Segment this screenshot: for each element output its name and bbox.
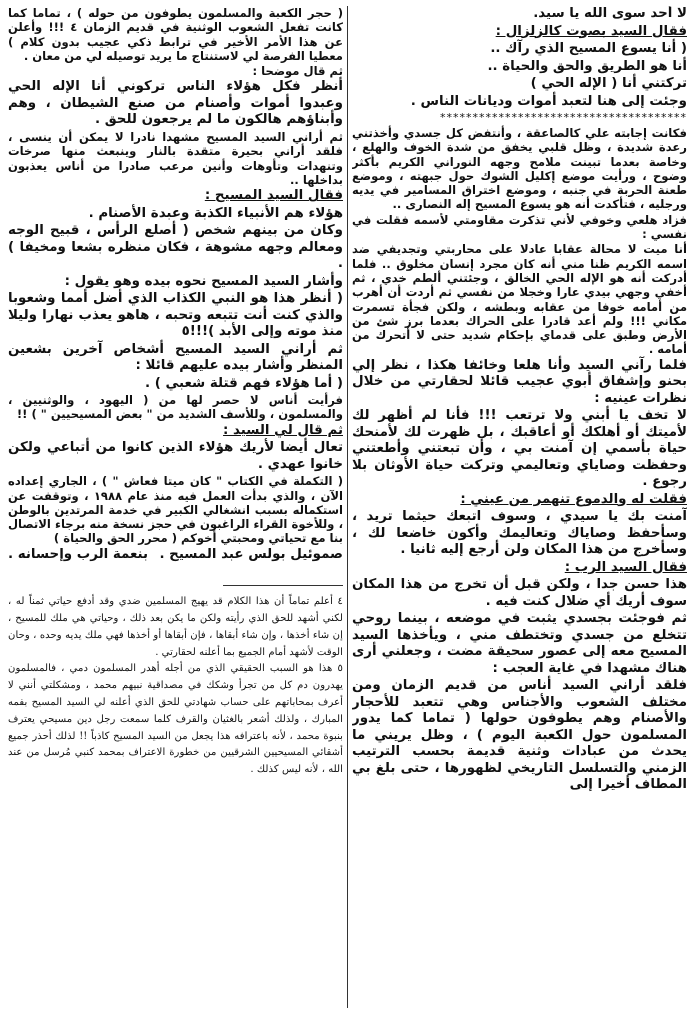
right-paragraph: تركتني أنا ( الإله الحي ) [530, 76, 687, 91]
left-paragraph: هؤلاء هم الأنبياء الكذبة وعبدة الأصنام . [88, 205, 343, 221]
left-paragraph: وكان من بينهم شخص ( أصلع الرأس ، قبيح الوجه ومعالم وجهه مشوهة ، فكان منظره بشعا ومخيفا ) . [8, 223, 343, 272]
right-paragraph: فقال السيد الرب : [564, 559, 687, 575]
right-paragraph: فقال السيد بصوت كالزلزال : [495, 23, 687, 39]
right-paragraph: وجئت إلى هنا لتعبد أموات وديانات الناس . [410, 93, 687, 109]
left-paragraph: ثم أراني السيد المسيح مشهدا نادرا لا يمكن أن ينسى ، فلقد أراني بحيرة متقدة بالنار وينبعث منها صرخات وتنهدات وتأوهات وأنين مرعب صادرا من أناس يعذبون بداخلها .. [8, 129, 343, 187]
right-paragraph: فزاد هلعي وخوفي لأني تذكرت مقاومتي لأسمه فقلت في نفسي : [352, 212, 687, 242]
right-paragraph: أنا ميت لا محالة عقابا عادلا على محاربتي وتجديفي ضد اسمه الكريم ظنا مني أنه كان مجرد إنسان مخلوق .. فلما أدركت أنه هو الإله الحي الخالق ، وجئتني ألطم خدي ، ثم أخفي وجهي بيدي عارا وخجلا من نفسي ثم أردت أن أهرب من أمامه خوفا من عقابه وبطشه ، ولكن فجأة تسمرت مكاني !!! ولم أعد قادرا على الحراك بعدما برز شئ من الأرض وطبق على قدماي بإحكام شديد حتى لا أتحرك من أمامه . [352, 242, 687, 357]
right-paragraph: أنا هو الطريق والحق والحياة .. [487, 58, 687, 74]
right-paragraph: لا أحد سوى الله يا سيد. [533, 6, 687, 21]
right-paragraph: فلما رآني السيد وأنا هلعا وخائفا هكذا ، نظر إلي بحنو وإشفاق أبوي عجيب قائلا لحقارتي من خلال نظرات عينيه : [352, 357, 687, 406]
right-paragraph: آمنت بك يا سيدي ، وسوف اتبعك حيثما تريد ، وسأحفظ وصاياك وتعاليمك وأكون خاضعا لك ، وسأخرج من هذا المكان ولن أرجع إليه ثانيا . [352, 509, 687, 558]
signature-line [8, 547, 343, 564]
right-paragraph: هذا حسن جدا ، ولكن قبل أن تخرج من هذا المكان سوف أريك أي ضلال كنت فيه . [352, 577, 687, 609]
right-paragraph: فكانت إجابته علي كالصاعقة ، وأنتفض كل جسدي وأخذتني رعدة شديدة ، وظل قلبي يخفق من شدة الخوف والهلع ، وخاصة بعدما تبينت ملامح وجهه النوراني الكريم بأكثر وضوح ، ورأيت موضع إكليل الشوك حول جبهته ، وموضع طعنة الحربة في جنبه ، وموضع اختراق المسامير في يديه ورجليه ، فتأكدت أنه هو يسوع المسيح إله النصارى .. [352, 126, 687, 212]
column-divider [347, 6, 348, 1008]
right-paragraph: ثم فوجئت بجسدي يثبت في موضعه ، بينما روحي تتخلع من جسدي وتختطف مني ، ويأخذها السيد المسيح معه إلى عصور سحيقة مضت ، وجعلني أرى هناك مشهدا في غاية العجب : [352, 611, 687, 676]
right-paragraph: ( أنا يسوع المسيح الذي رآك .. [490, 41, 687, 56]
left-paragraph: ثم قال موضحا : [252, 64, 343, 79]
left-paragraph: ( أما هؤلاء فهم قتلة شعبي ) . [144, 375, 343, 391]
left-paragraph: أنظر فكل هؤلاء الناس تركوني أنا الإله الحي وعبدوا أموات وأصنام من صنع الشيطان ، وهم وأبناؤهم هالكون ما لم يرجعون للحق . [8, 79, 343, 128]
footnote-separator [223, 585, 343, 586]
right-paragraph: ************************************** [440, 111, 687, 124]
signature-grace: بنعمة الرب وإحسانه . [8, 546, 148, 562]
left-column [8, 6, 343, 1010]
right-paragraph: فلقد أراني السيد أناس من قديم الزمان ومن مختلف الشعوب والأجناس وهي تتعبد للأحجار والأصنام وهم يطوفون حولها ( تماما كما يدور المسلمون حول الكعبة اليوم ) ، وظل يريني ما يحدث من عبادات وثنية قديمة بحسب الترتيب الزمني والتسلسل التاريخي لظهورها ، حتى بلغ بي المطاف أخيرا إلى [352, 678, 687, 793]
left-paragraph: وأشار السيد المسيح نحوه بيده وهو يقول : [64, 273, 343, 289]
right-column [352, 6, 687, 1010]
left-paragraph: ثم قال لي السيد : [223, 422, 343, 438]
left-paragraph: ( أنظر هذا هو النبي الكذاب الذي أضل أمما وشعوبا والذي كنت أنت تتبعه وتحبه ، هاهو يعذب نهارا وليلا منذ موته وإلى الأبد )!!!٥ [8, 291, 343, 340]
left-paragraph: ( التكملة في الكتاب " كان ميتا فعاش " ) ، الجاري إعداده الآن ، والذي بدأت العمل فيه منذ عام ١٩٨٨ ، وتوقفت عن استكماله بسبب انشغالي الكبير في خدمة المرتدين بالوطن ، وللأخوة القراء الراغبون في حجز نسخة منه برجاء الاتصال بنا مع تحياتي ومحبتي أخوكم ( محرر الحق والحياة ) [8, 474, 343, 546]
left-paragraph: فرأيت أناس لا حصر لها من ( اليهود ، والوثنيين ، والمسلمون ، وللأسف الشديد من " بعض المسيحيين " ) !! [8, 393, 343, 422]
footnote: ٤ أعلم تماماً أن هذا الكلام قد يهيج المسلمين ضدي وقد أدفع حياتي ثمناً له ، لكني أشهد للحق الذي رأيته ولكن ما يكن بعد ذلك ، وحياتي هي ملك للمسيح ، إن شاء أخذها ، وإن شاء أبقاها ، فإن أبقاها أو أخذها فهي ملك يديه وحده ، وحان الوقت لأشهد أمام الجميع بما أعلنه لحقارتي . [8, 596, 343, 658]
left-paragraph: ثم أراني السيد المسيح أشخاص آخرين بشعين المنظر وأشار بيده عليهم قائلا : [8, 341, 343, 374]
left-column-paragraphs [8, 6, 343, 546]
signature-name: صموئيل بولس عبد المسيح . [159, 546, 343, 562]
right-paragraph: فقلت له والدموع تنهمر من عيني : [460, 491, 687, 507]
footnote: ٥ هذا هو السبب الحقيقي الذي من أجله أهدر المسلمون دمي ، فالمسلمون يهدرون دم كل من تجرأ وشكك في مصداقية نبيهم محمد ، ومشكلتي أنني لا أعرف بمحاباتهم على حساب شهادتي للحق الذي أعلنه لي السيد المسيح بفمه المبارك ، ولذلك أشعر بالغثيان والقرف كلما سمعت رجل دين مسيحي يعترف بنبوة محمد ، لأنه باعترافه هذا يجعل من السيد المسيح كاذباً !! لذلك أحذر جميع أشقائي المسيحيين الشرقيين من خطورة الاعتراف بمحمد كنبي مُرسل من عند الله ، لأنه ليس كذلك . [8, 663, 343, 776]
left-paragraph: تعال أيضا لأريك هؤلاء الذين كانوا من أتباعي ولكن خانوا عهدي . [8, 440, 343, 472]
right-paragraph: لا تخف يا أبني ولا ترتعب !!! فأنا لم أظهر لك لأميتك أو أهلكك أو أعاقبك ، بل ظهرت لك لأمنحك حياة بأسمي إن آمنت بي ، وأن تبعتني وأطعتني وحفظت وصاياي وتعاليمي وتركت حياة الأوثان بلا رجوع . [352, 408, 687, 490]
left-paragraph: فقال السيد المسيح : [204, 188, 343, 204]
footnotes [8, 594, 343, 779]
left-paragraph: ( حجر الكعبة والمسلمون يطوفون من حوله ) ، تماما كما كانت تفعل الشعوب الوثنية في قديم الزمان ٤ !!! وأعلن عن هذا الأمر الأخير في ترابط ذكي عجيب بدون كلام ) معطيا الفرصة لي لاستنتاج ما يريد توصيله لي من معان . [8, 6, 343, 63]
